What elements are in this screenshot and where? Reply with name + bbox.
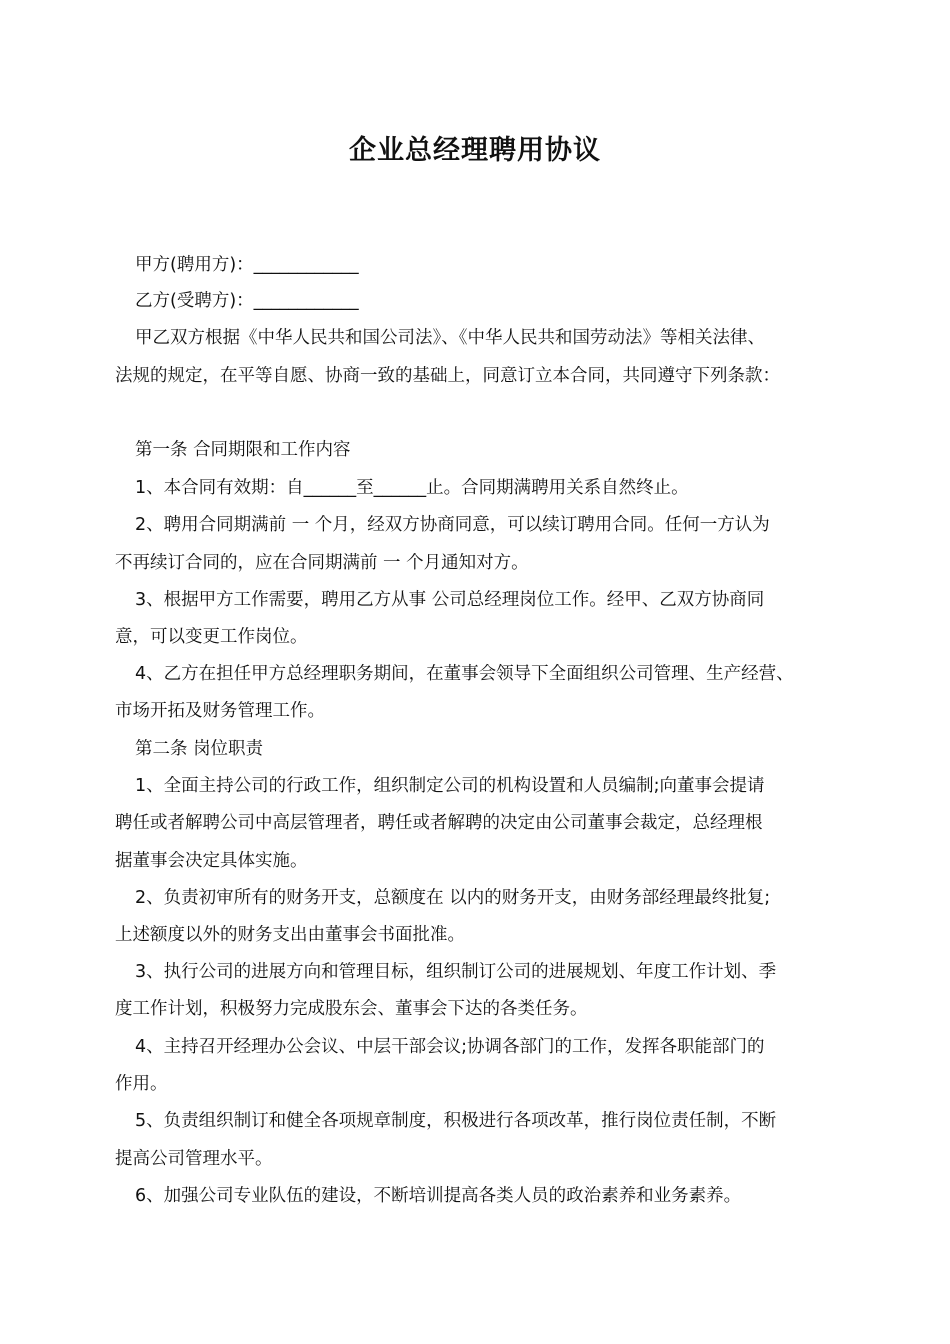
clause-line: 2、负责初审所有的财务开支，总额度在 以内的财务开支，由财务部经理最终批复; (135, 888, 771, 908)
clause-line: 提高公司管理水平。 (115, 1149, 273, 1169)
clause-line: 聘任或者解聘公司中高层管理者，聘任或者解聘的决定由公司董事会裁定，总经理根 (115, 813, 763, 833)
clause-line: 2、聘用合同期满前 一 个月，经双方协商同意，可以续订聘用合同。任何一方认为 (135, 515, 770, 535)
clause-line: 4、主持召开经理办公会议、中层干部会议;协调各部门的工作，发挥各职能部门的 (135, 1037, 765, 1057)
clause-line: 1、全面主持公司的行政工作，组织制定公司的机构设置和人员编制;向董事会提请 (135, 776, 765, 796)
clause-line: 4、乙方在担任甲方总经理职务期间，在董事会领导下全面组织公司管理、生产经营、 (135, 664, 794, 684)
clause-line: 意，可以变更工作岗位。 (115, 627, 308, 647)
article-heading: 第一条 合同期限和工作内容 (135, 440, 351, 460)
clause-line: 市场开拓及财务管理工作。 (115, 701, 325, 721)
clause-line: 5、负责组织制订和健全各项规章制度，积极进行各项改革，推行岗位责任制，不断 (135, 1111, 777, 1131)
clause-line: 据董事会决定具体实施。 (115, 851, 308, 871)
clause-line: 3、根据甲方工作需要，聘用乙方从事 公司总经理岗位工作。经甲、乙双方协商同 (135, 590, 765, 610)
clause-line: 1、本合同有效期：自______至______止。合同期满聘用关系自然终止。 (135, 478, 689, 498)
clause-line: 度工作计划，积极努力完成股东会、董事会下达的各类任务。 (115, 999, 588, 1019)
clause-line: 不再续订合同的，应在合同期满前 一 个月通知对方。 (115, 553, 529, 573)
preamble-line: 甲乙双方根据《中华人民共和国公司法》、《中华人民共和国劳动法》等相关法律、 (135, 328, 765, 348)
party-a-line: 甲方(聘用方)：____________ (135, 255, 359, 275)
document-title: 企业总经理聘用协议 (349, 135, 601, 166)
article-heading: 第二条 岗位职责 (135, 739, 264, 759)
clause-line: 6、加强公司专业队伍的建设，不断培训提高各类人员的政治素养和业务素养。 (135, 1186, 742, 1206)
party-b-line: 乙方(受聘方)：____________ (135, 291, 359, 311)
preamble-line: 法规的规定，在平等自愿、协商一致的基础上，同意订立本合同，共同遵守下列条款： (115, 366, 780, 386)
clause-line: 3、执行公司的进展方向和管理目标，组织制订公司的进展规划、年度工作计划、季 (135, 962, 777, 982)
clause-line: 上述额度以外的财务支出由董事会书面批准。 (115, 925, 465, 945)
clause-line: 作用。 (115, 1074, 168, 1094)
